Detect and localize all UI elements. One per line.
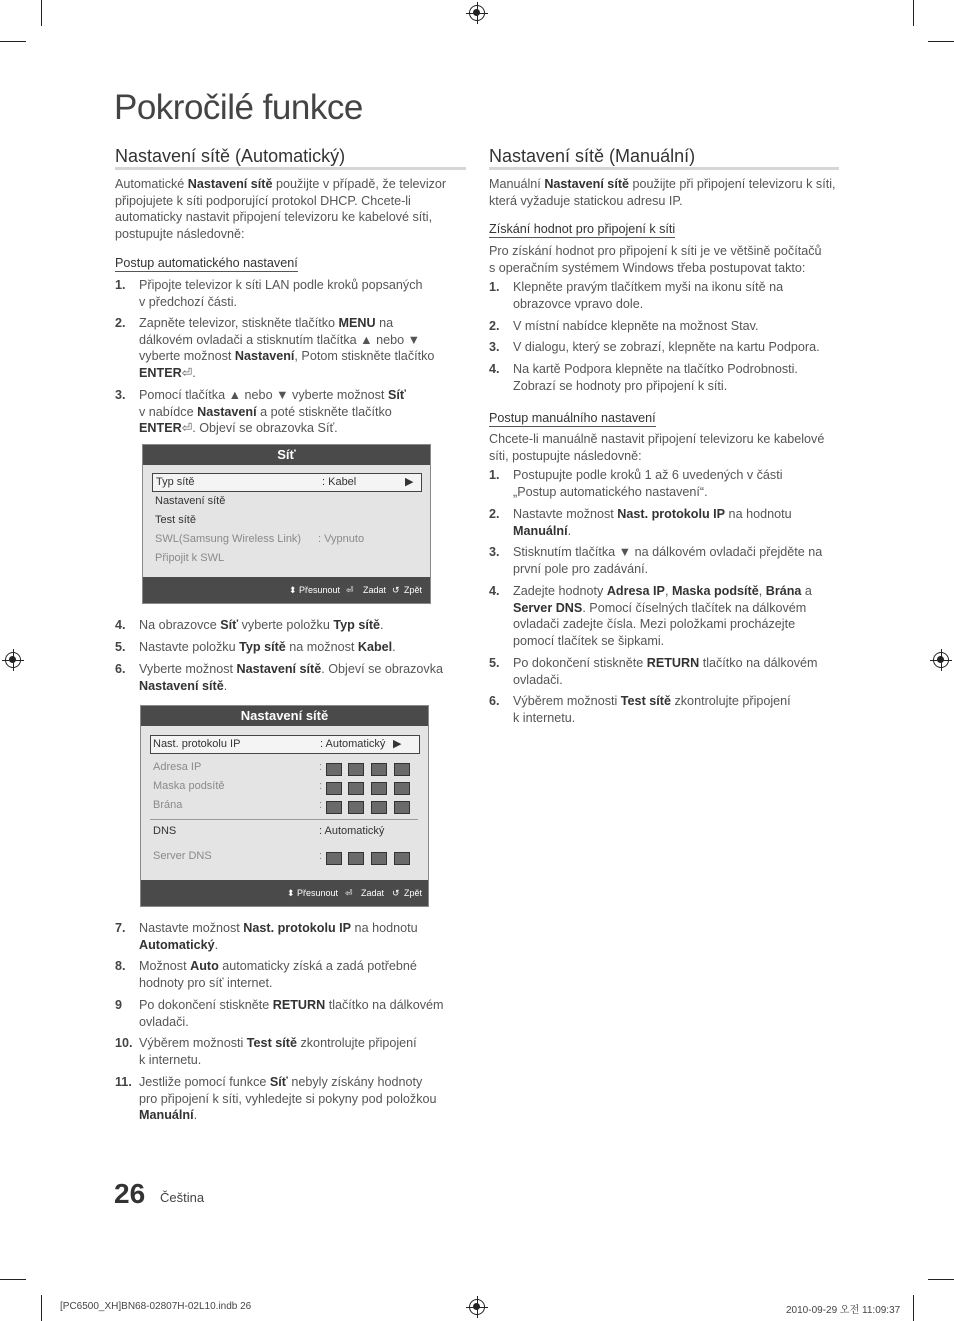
subheading-manual-procedure: Postup manuálního nastavení — [489, 411, 656, 425]
step-text: Stisknutím tlačítka ▼ na dálkovém ovladači přejděte na první pole pro zadávání. — [513, 545, 823, 576]
ip-octet-field — [326, 782, 342, 795]
step-text: Vyberte možnost Nastavení sítě. Objeví se obrazovka Nastavení sítě. — [139, 662, 444, 693]
page-title: Pokročilé funkce — [114, 88, 363, 127]
step-text: Možnost Auto automaticky získá a zadá potřebné hodnoty pro síť internet. — [139, 959, 417, 990]
nav-move-label: Přesunout — [297, 888, 339, 898]
step-text: Připojte televizor k síti LAN podle kroků popsaných v předchozí části. — [139, 278, 423, 309]
step-text: Výběrem možnosti Test sítě zkontrolujte připojení k internetu. — [139, 1036, 417, 1067]
step-text: V místní nabídce klepněte na možnost Stav. — [513, 319, 759, 333]
step-text: Výběrem možnosti Test sítě zkontrolujte připojení k internetu. — [513, 694, 791, 725]
crop-mark — [928, 41, 954, 42]
ip-octet-field — [326, 801, 342, 814]
menu-row-ip-protocol — [150, 735, 420, 754]
menu-row-dns-server: Server DNS — [153, 850, 212, 862]
step-number: 3. — [115, 388, 126, 402]
enter-icon: ⏎ — [346, 585, 354, 595]
nav-enter-label: Zadat — [363, 585, 387, 595]
step-text: Po dokončení stiskněte RETURN tlačítko na dálkovém ovladači. — [139, 998, 444, 1029]
intro-paragraph: Automatické Nastavení sítě použijte v případě, že televizor připojujete k síti podporující protokol DHCP. Chcete-li automaticky nastavit připojení televizoru ke kabelové síti, postupujte následovně: — [115, 177, 447, 241]
step-number: 1. — [115, 278, 126, 292]
menu-row-swl-connect: Připojit k SWL — [155, 552, 225, 564]
step-text: Nastavte položku Typ sítě na možnost Kabel. — [139, 640, 396, 654]
divider — [150, 819, 418, 820]
step-number: 6. — [115, 662, 126, 676]
tv-screen-network — [142, 444, 431, 604]
ip-octet-field — [394, 801, 410, 814]
arrow-right-icon: ▶ — [393, 738, 402, 750]
menu-value: : Kabel — [322, 476, 357, 488]
heading-rule — [489, 167, 839, 170]
step-number: 10. — [115, 1036, 133, 1050]
ip-octet-field — [371, 763, 387, 776]
crop-mark — [913, 1295, 914, 1321]
section-heading-automatic: Nastavení sítě (Automatický) — [115, 146, 346, 166]
step-number: 4. — [115, 618, 126, 632]
menu-label: Nast. protokolu IP — [153, 738, 241, 750]
language-label: Čeština — [160, 1190, 205, 1205]
ip-octet-field — [326, 763, 342, 776]
return-icon: ↺ — [392, 888, 400, 898]
registration-mark-icon — [469, 1299, 485, 1315]
heading-rule — [115, 167, 466, 170]
step-number: 4. — [489, 584, 500, 598]
menu-row-network-test: Test sítě — [155, 514, 196, 526]
ip-octet-field — [348, 852, 364, 865]
step-number: 5. — [489, 656, 500, 670]
screen-footer — [141, 880, 428, 906]
step-number: 3. — [489, 340, 500, 354]
registration-mark-icon — [933, 652, 949, 668]
step-text: V dialogu, který se zobrazí, klepněte na kartu Podpora. — [513, 340, 820, 354]
ip-octet-field — [371, 801, 387, 814]
step-number: 4. — [489, 362, 500, 376]
step-text: Zadejte hodnoty Adresa IP, Maska podsítě, Brána a Server DNS. Pomocí číselných tlačítek na dálkovém ovladači zadejte čísla. Mezi položkami procházejte pomocí tlačítek se šipkami. — [513, 584, 812, 648]
ip-octet-field — [348, 763, 364, 776]
step-number: 8. — [115, 959, 126, 973]
nav-back-label: Zpět — [404, 888, 423, 898]
colon: : — [319, 761, 323, 773]
nav-move-label: Přesunout — [299, 585, 341, 595]
arrow-right-icon: ▶ — [405, 476, 414, 488]
ip-octet-field — [326, 852, 342, 865]
crop-mark — [913, 0, 914, 26]
subheading-obtain-values: Získání hodnot pro připojení k síti — [489, 222, 676, 236]
menu-row-network-type — [152, 473, 422, 492]
nav-enter-label: Zadat — [361, 888, 385, 898]
paragraph: Chcete-li manuálně nastavit připojení televizoru ke kabelové síti, postupujte následovně: — [489, 432, 825, 463]
updown-icon: ⬍ — [289, 585, 297, 595]
registration-mark-icon — [469, 5, 485, 21]
step-text: Po dokončení stiskněte RETURN tlačítko na dálkovém ovladači. — [513, 656, 818, 687]
colon: : — [319, 799, 323, 811]
step-number: 11. — [115, 1075, 132, 1089]
step-number: 1. — [489, 468, 500, 482]
subheading-auto-procedure: Postup automatického nastavení — [115, 256, 298, 270]
step-text: Nastavte možnost Nast. protokolu IP na hodnotu Manuální. — [513, 507, 792, 538]
menu-row-gateway: Brána — [153, 799, 183, 811]
enter-icon: ⏎ — [345, 888, 353, 898]
crop-mark — [0, 41, 26, 42]
ip-octet-field — [394, 763, 410, 776]
ip-octet-field — [371, 852, 387, 865]
step-number: 9 — [115, 998, 123, 1012]
registration-mark-icon — [5, 652, 21, 668]
colon: : — [319, 850, 323, 862]
step-number: 2. — [115, 316, 126, 330]
step-text: Klepněte pravým tlačítkem myši na ikonu sítě na obrazovce vpravo dole. — [513, 280, 784, 311]
screen-title: Síť — [143, 445, 430, 465]
step-number: 2. — [489, 319, 500, 333]
menu-row-subnet-mask: Maska podsítě — [153, 780, 225, 792]
step-text: Pomocí tlačítka ▲ nebo ▼ vyberte možnost Síť v nabídce Nastavení a poté stiskněte tlačítko ENTER⏎. Objeví se obrazovka Síť. — [139, 388, 406, 436]
ip-octet-field — [394, 852, 410, 865]
section-heading-manual: Nastavení sítě (Manuální) — [489, 146, 696, 166]
menu-row-dns: DNS — [153, 825, 177, 837]
menu-row-ip-address: Adresa IP — [153, 761, 202, 773]
tv-screen-network-setup — [140, 705, 429, 907]
print-info-right: 2010-09-29 오전 11:09:37 — [786, 1305, 901, 1316]
step-text: Jestliže pomocí funkce Síť nebyly získány hodnoty pro připojení k síti, vyhledejte si pokyny pod položkou Manuální. — [139, 1075, 437, 1123]
step-number: 5. — [115, 640, 126, 654]
nav-back-label: Zpět — [404, 585, 423, 595]
ip-octet-field — [348, 782, 364, 795]
print-info-left: [PC6500_XH]BN68-02807H-02L10.indb 26 — [60, 1301, 252, 1312]
return-icon: ↺ — [392, 585, 400, 595]
crop-mark — [0, 1279, 26, 1280]
colon: : — [319, 780, 323, 792]
crop-mark — [41, 1295, 42, 1321]
ip-octet-field — [348, 801, 364, 814]
screen-title: Nastavení sítě — [141, 706, 428, 726]
crop-mark — [41, 0, 42, 26]
step-text: Na obrazovce Síť vyberte položku Typ sítě. — [139, 618, 384, 632]
step-text: Postupujte podle kroků 1 až 6 uvedených v části „Postup automatického nastavení“. — [513, 468, 783, 499]
screen-footer — [143, 577, 430, 603]
ip-octet-field — [371, 782, 387, 795]
crop-mark — [928, 1279, 954, 1280]
updown-icon: ⬍ — [287, 888, 295, 898]
menu-label: Typ sítě — [156, 476, 195, 488]
menu-value: : Automatický — [320, 738, 386, 750]
intro-paragraph: Manuální Nastavení sítě použijte při připojení televizoru k síti, která vyžaduje statickou adresu IP. — [489, 177, 836, 208]
step-number: 2. — [489, 507, 500, 521]
paragraph: Pro získání hodnot pro připojení k síti je ve většině počítačů s operačním systémem Windows třeba postupovat takto: — [489, 244, 822, 275]
menu-value: : Automatický — [319, 825, 385, 837]
page-number: 26 — [114, 1178, 146, 1209]
menu-value: : Vypnuto — [318, 533, 365, 545]
step-text: Zapněte televizor, stiskněte tlačítko MENU na dálkovém ovladači a stisknutím tlačítka ▲ nebo ▼ vyberte možnost Nastavení, Potom stiskněte tlačítko ENTER⏎. — [139, 316, 435, 380]
step-text: Na kartě Podpora klepněte na tlačítko Podrobnosti. Zobrazí se hodnoty pro připojení k síti. — [513, 362, 798, 393]
menu-row-swl: SWL(Samsung Wireless Link) — [155, 533, 302, 545]
step-number: 6. — [489, 694, 500, 708]
step-number: 7. — [115, 921, 126, 935]
ip-octet-field — [394, 782, 410, 795]
step-number: 1. — [489, 280, 500, 294]
step-number: 3. — [489, 545, 500, 559]
step-text: Nastavte možnost Nast. protokolu IP na hodnotu Automatický. — [139, 921, 418, 952]
menu-row-network-setup: Nastavení sítě — [155, 495, 226, 507]
